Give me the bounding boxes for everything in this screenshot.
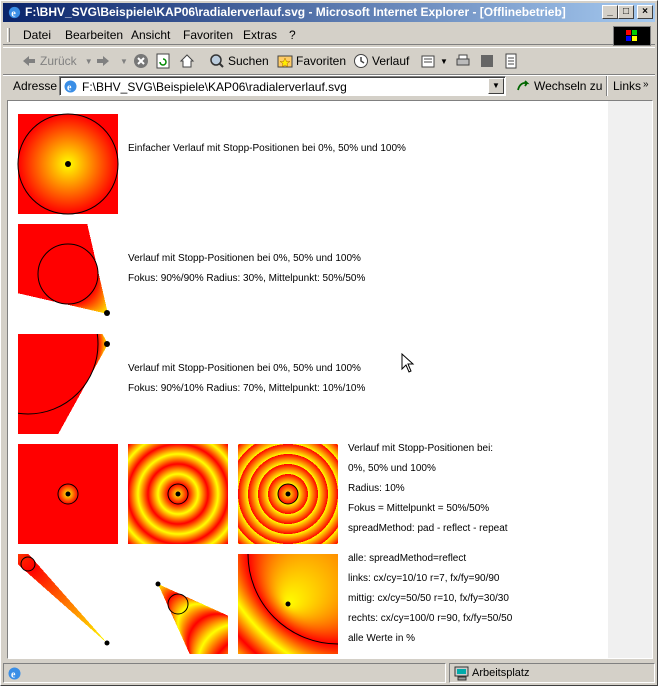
favorites-button[interactable] bbox=[277, 53, 346, 69]
stop-button[interactable] bbox=[133, 53, 152, 69]
menu-favoriten[interactable]: Favoriten bbox=[183, 28, 234, 42]
gradient-reflect-example bbox=[128, 444, 228, 544]
links-button[interactable]: Links bbox=[613, 79, 642, 93]
edit-button[interactable] bbox=[479, 53, 498, 69]
caption-4-line4: Fokus = Mittelpunkt = 50%/50% bbox=[348, 503, 490, 514]
print-icon bbox=[455, 53, 471, 69]
status-text-panel bbox=[3, 663, 446, 683]
forward-button[interactable]: ▼ bbox=[95, 53, 128, 69]
caption-3-line1: Verlauf mit Stopp-Positionen bei 0%, 50% und 100% bbox=[128, 363, 361, 374]
back-button[interactable]: Zurück ▼ bbox=[21, 53, 93, 69]
stop-icon bbox=[133, 53, 149, 69]
gradient-example-1 bbox=[18, 114, 118, 214]
status-bar bbox=[3, 663, 655, 683]
history-button[interactable] bbox=[353, 53, 409, 69]
go-label: Wechseln zu bbox=[534, 79, 603, 93]
caption-5-line5: alle Werte in % bbox=[348, 633, 416, 644]
refresh-icon bbox=[155, 53, 171, 69]
caption-4-line3: Radius: 10% bbox=[348, 483, 405, 494]
forward-arrow-icon bbox=[95, 53, 111, 69]
mail-button[interactable]: ▼ bbox=[421, 53, 448, 69]
svg-text:e: e bbox=[11, 8, 16, 20]
caption-1: Einfacher Verlauf mit Stopp-Positionen bei 0%, 50% und 100% bbox=[128, 143, 406, 154]
content-margin bbox=[608, 101, 653, 659]
close-button[interactable]: × bbox=[637, 5, 653, 19]
back-label: Zurück bbox=[40, 54, 77, 68]
window-title: F:\BHV_SVG\Beispiele\KAP06\radialerverlauf.svg - Microsoft Internet Explorer - [Offlinebetrieb] bbox=[25, 5, 566, 19]
favorites-label: Favoriten bbox=[296, 54, 347, 68]
history-label: Verlauf bbox=[372, 54, 410, 68]
menu-datei[interactable]: Datei bbox=[23, 28, 52, 42]
gradient-reflect-left bbox=[18, 554, 118, 654]
address-input[interactable] bbox=[59, 76, 506, 96]
zone-label: Arbeitsplatz bbox=[472, 667, 530, 679]
caption-4-line1: Verlauf mit Stopp-Positionen bei: bbox=[348, 443, 494, 454]
links-chevron-icon[interactable]: » bbox=[643, 79, 649, 90]
back-arrow-icon bbox=[21, 53, 37, 69]
page-content bbox=[7, 100, 653, 659]
mouse-cursor-icon bbox=[401, 353, 415, 375]
caption-5-line4: rechts: cx/cy=100/0 r=90, fx/fy=50/50 bbox=[348, 613, 513, 624]
caption-4-line2: 0%, 50% und 100% bbox=[348, 463, 436, 474]
address-dropdown-icon[interactable]: ▼ bbox=[488, 78, 504, 94]
caption-4-line5: spreadMethod: pad - reflect - repeat bbox=[348, 523, 508, 534]
favorites-icon bbox=[277, 53, 293, 69]
document-icon bbox=[503, 53, 519, 69]
print-button[interactable] bbox=[455, 53, 474, 69]
windows-logo bbox=[613, 26, 651, 46]
menu-ansicht[interactable]: Ansicht bbox=[131, 28, 171, 42]
svg-text:e: e bbox=[67, 82, 72, 94]
caption-5-line2: links: cx/cy=10/10 r=7, fx/fy=90/90 bbox=[348, 573, 500, 584]
caption-5-line1: alle: spreadMethod=reflect bbox=[348, 553, 467, 564]
ie-icon bbox=[7, 5, 22, 20]
gradient-example-2 bbox=[18, 224, 118, 324]
gradient-reflect-middle bbox=[128, 554, 228, 654]
svg-text:e: e bbox=[11, 669, 16, 681]
history-icon bbox=[353, 53, 369, 69]
caption-2-line1: Verlauf mit Stopp-Positionen bei 0%, 50% und 100% bbox=[128, 253, 361, 264]
zone-panel bbox=[449, 663, 655, 683]
gradient-pad-example bbox=[18, 444, 118, 544]
caption-5-line3: mittig: cx/cy=50/50 r=10, fx/fy=30/30 bbox=[348, 593, 509, 604]
refresh-button[interactable] bbox=[155, 53, 174, 69]
home-icon bbox=[179, 53, 195, 69]
address-label: Adresse bbox=[13, 79, 58, 93]
search-label: Suchen bbox=[228, 54, 269, 68]
mail-icon bbox=[421, 53, 437, 69]
search-button[interactable] bbox=[209, 53, 269, 69]
caption-3-line2: Fokus: 90%/10% Radius: 70%, Mittelpunkt: 10%/10% bbox=[128, 383, 366, 394]
address-value: F:\BHV_SVG\Beispiele\KAP06\radialerverlauf.svg bbox=[82, 80, 347, 94]
minimize-button[interactable]: _ bbox=[602, 5, 618, 19]
menu-grip bbox=[7, 28, 10, 42]
home-button[interactable] bbox=[179, 53, 198, 69]
maximize-button[interactable]: □ bbox=[618, 5, 634, 19]
discuss-button[interactable] bbox=[503, 53, 522, 69]
menu-bearbeiten[interactable]: Bearbeiten bbox=[65, 28, 124, 42]
edit-icon bbox=[479, 53, 495, 69]
caption-2-line2: Fokus: 90%/90% Radius: 30%, Mittelpunkt: 50%/50% bbox=[128, 273, 366, 284]
separator bbox=[606, 76, 608, 96]
menu-extras[interactable]: Extras bbox=[243, 28, 278, 42]
address-bar bbox=[3, 75, 655, 97]
search-icon bbox=[209, 53, 225, 69]
page-icon bbox=[63, 79, 78, 94]
go-arrow-icon bbox=[515, 78, 531, 94]
menu-help[interactable]: ? bbox=[289, 28, 296, 42]
page-status-icon bbox=[7, 666, 22, 681]
toolbar bbox=[3, 47, 655, 75]
gradient-repeat-example bbox=[238, 444, 338, 544]
go-button[interactable] bbox=[515, 78, 602, 94]
menu-bar bbox=[3, 25, 655, 45]
title-bar[interactable] bbox=[3, 3, 655, 22]
computer-icon bbox=[454, 666, 470, 681]
